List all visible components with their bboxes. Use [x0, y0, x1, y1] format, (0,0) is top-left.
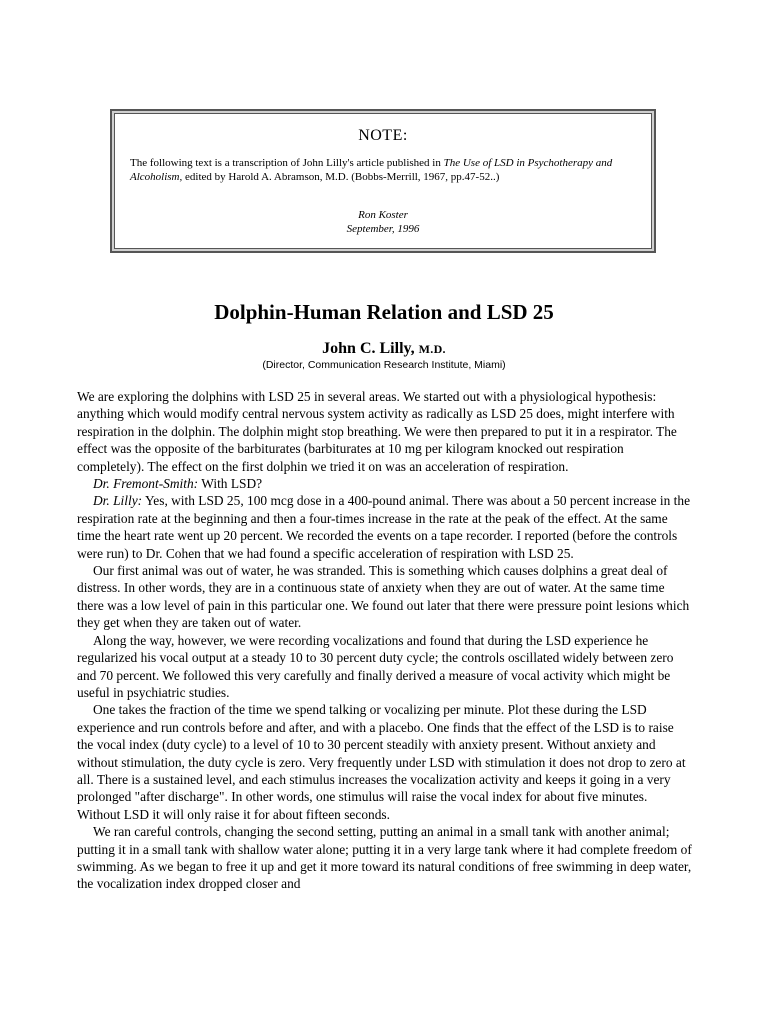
- paragraph: [77, 492, 693, 562]
- paragraph: We are exploring the dolphins with LSD 25 in several areas. We started out with a physiological hypothesis: anything which would modify central nervous system activity as radically as LSD 25 does, might interfere with respiration in the dolphin. The dolphin might stop breathing. We were then prepared to put it in a respirator. The effect was the opposite of the barbiturates (barbiturates at 10 mg per kilogram knocked out respiration completely). The effect on the first dolphin we tried it on was an acceleration of respiration.: [77, 389, 677, 474]
- speaker-name: Dr. Lilly:: [93, 493, 143, 509]
- speaker-text: Yes, with LSD 25, 100 mcg dose in a 400-pound animal. There was about a 50 percent increase in the respiration rate at the beginning and then a four-times increase in the rate at the peak of the effect. At the same time the heart rate went up 20 percent. We recorded the events on a tape recorder. I reported (before the controls were run) to Dr. Cohen that we had found a specific acceleration of respiration with LSD 25.: [77, 493, 691, 561]
- note-signature: [112, 209, 654, 236]
- paragraph: Our first animal was out of water, he was stranded. This is something which causes dolphins a great deal of distress. In other words, they are in a continuous state of anxiety when they are out of water. At the same time there was a low level of pain in this particular one. We found out later that there were pressure point lesions which they get when they are taken out of water.: [77, 563, 690, 631]
- author-name: John C. Lilly,: [322, 340, 415, 357]
- article-body: [77, 388, 693, 893]
- note-signature-date: September, 1996: [346, 222, 420, 235]
- note-title: NOTE:: [358, 127, 408, 144]
- author-degree: M.D.: [418, 342, 446, 356]
- note-body-prefix: The following text is a transcription of John Lilly's article published in: [130, 157, 444, 169]
- paragraph: [77, 475, 693, 492]
- note-signature-name: Ron Koster: [358, 209, 408, 221]
- note-body: [130, 157, 614, 184]
- article-author: [0, 340, 768, 358]
- article-title: Dolphin-Human Relation and LSD 25: [214, 300, 554, 324]
- note-body-suffix: edited by Harold A. Abramson, M.D. (Bobbs-Merrill, 1967, pp.47-52..): [182, 170, 500, 183]
- speaker-name: Dr. Fremont-Smith:: [93, 476, 199, 492]
- speaker-text: With LSD?: [198, 476, 263, 492]
- paragraph: Along the way, however, we were recording vocalizations and found that during the LSD experience he regularized his vocal output at a steady 10 to 30 percent duty cycle; the controls oscillated widely between zero and 70 percent. We followed this very carefully and finally derived a measure of vocal activity which might be useful in psychiatric studies.: [77, 632, 674, 700]
- note-book-title: The Use of LSD in Psychotherapy and Alcoholism,: [130, 157, 613, 183]
- author-affiliation: (Director, Communication Research Institute, Miami): [262, 359, 506, 371]
- note-box: [110, 109, 656, 253]
- paragraph: One takes the fraction of the time we spend talking or vocalizing per minute. Plot these during the LSD experience and run controls before and after, and with a placebo. One finds that the effect of the LSD is to raise the vocal index (duty cycle) to a level of 10 to 30 percent steadily with anxiety present. Without anxiety and without stimulation, the duty cycle is zero. Very frequently under LSD with stimulation it does not drop to zero at all. There is a sustained level, and each stimulus increases the vocalization activity and keeps it going in a very prolonged "after discharge". In other words, one stimulus will raise the vocal index for about five minutes. Without LSD it will only raise it for about fifteen seconds.: [77, 702, 686, 822]
- paragraph: We ran careful controls, changing the second setting, putting an animal in a small tank with another animal; putting it in a small tank with shallow water alone; putting it in a very large tank where it had complete freedom of swimming. As we began to free it up and get it more toward its natural conditions of free swimming in deep water, the vocalization index dropped closer and: [77, 824, 692, 892]
